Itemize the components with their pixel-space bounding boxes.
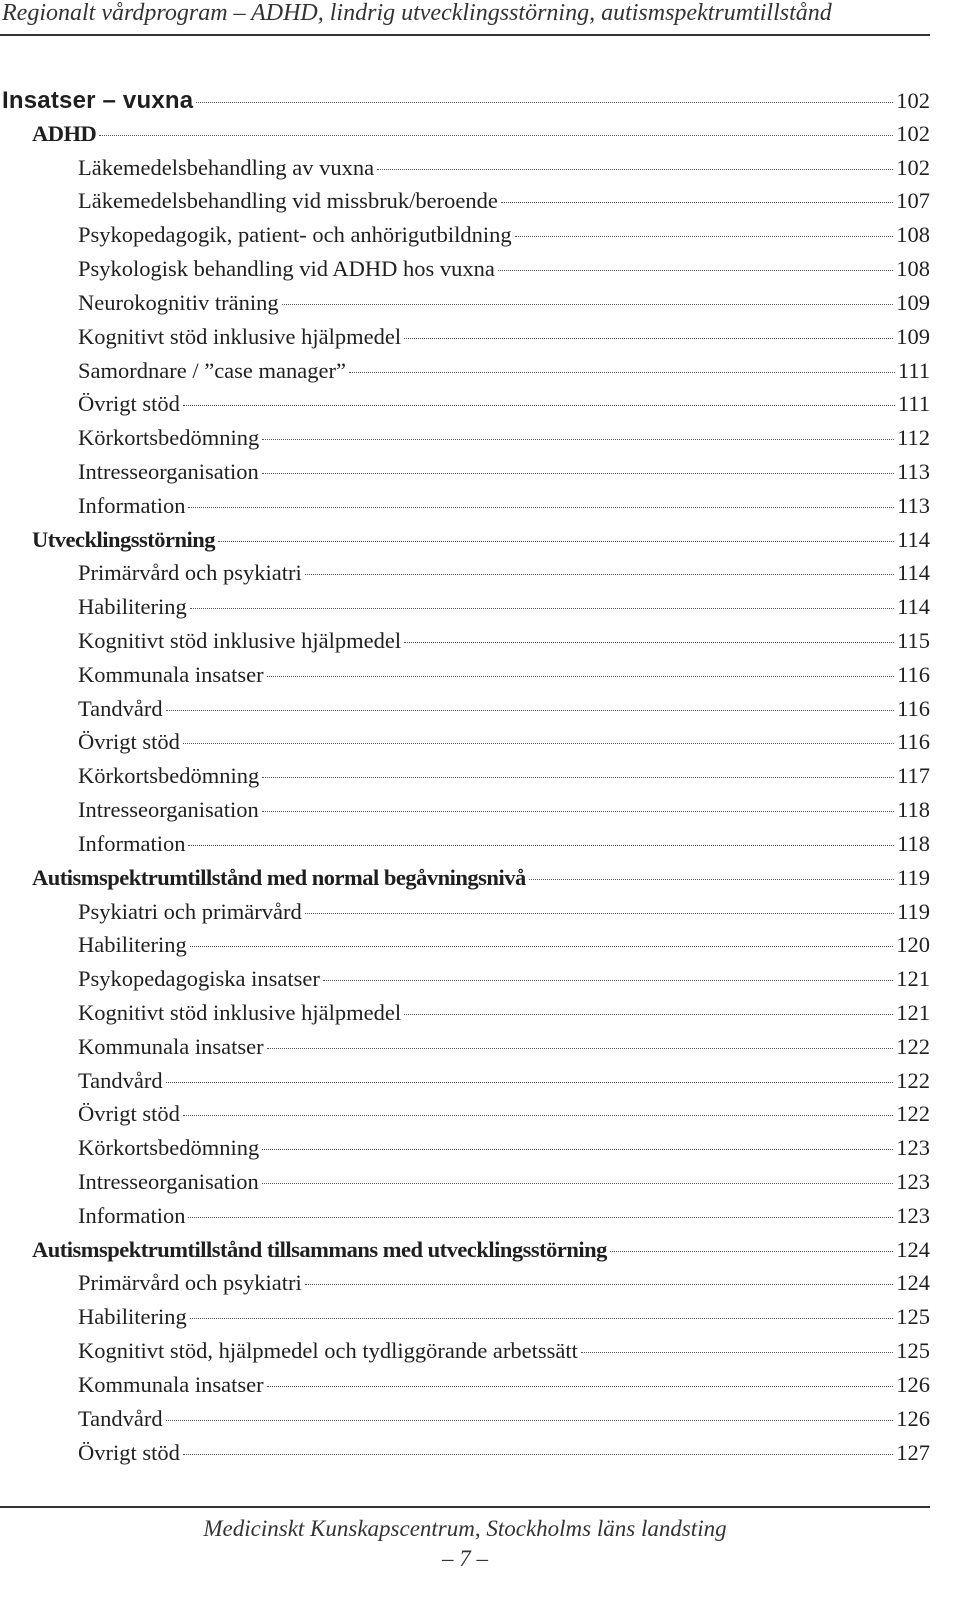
toc-entry-label: Primärvård och psykiatri <box>78 1270 302 1296</box>
toc-entry[interactable] <box>0 594 930 628</box>
toc-entry[interactable] <box>0 1169 930 1203</box>
toc-entry-label: Tandvård <box>78 695 163 721</box>
dot-leader <box>282 304 894 305</box>
dot-leader <box>349 372 895 373</box>
dot-leader <box>218 541 894 542</box>
toc-entry-label: Psykologisk behandling vid ADHD hos vuxna <box>78 256 495 282</box>
dot-leader <box>166 710 894 711</box>
toc-entry-label: Primärvård och psykiatri <box>78 560 302 586</box>
toc-entry[interactable] <box>0 1034 930 1068</box>
toc-entry-page-number: 121 <box>896 999 930 1025</box>
toc-entry-page-number: 122 <box>896 1033 930 1059</box>
toc-entry-label: Tandvård <box>78 1067 163 1093</box>
toc-entry[interactable] <box>0 899 930 933</box>
toc-entry-page-number: 126 <box>896 1405 930 1431</box>
toc-entry-page-number: 123 <box>896 1202 930 1228</box>
dot-leader <box>498 270 893 271</box>
toc-entry-page-number: 124 <box>896 1270 930 1296</box>
toc-entry-label: Samordnare / ”case manager” <box>78 357 346 383</box>
toc-entry-page-number: 113 <box>897 492 930 518</box>
toc-entry-page-number: 116 <box>897 695 930 721</box>
toc-entry-label: Läkemedelsbehandling av vuxna <box>78 154 375 180</box>
toc-entry[interactable] <box>0 358 930 392</box>
toc-entry-label: Utvecklingsstörning <box>32 526 216 552</box>
toc-entry-page-number: 116 <box>897 661 930 687</box>
toc-entry-label: Intresseorganisation <box>78 458 259 484</box>
toc-entry[interactable] <box>0 966 930 1000</box>
toc-entry-page-number: 111 <box>897 357 930 383</box>
toc-entry-page-number: 125 <box>896 1338 930 1364</box>
dot-leader <box>188 845 894 846</box>
toc-entry[interactable] <box>0 1372 930 1406</box>
toc-entry[interactable] <box>0 188 930 222</box>
toc-entry-label: Intresseorganisation <box>78 797 259 823</box>
dot-leader <box>610 1251 893 1252</box>
toc-entry[interactable] <box>0 222 930 256</box>
toc-entry-page-number: 102 <box>896 120 930 146</box>
dot-leader <box>262 777 894 778</box>
toc-entry[interactable] <box>0 1406 930 1440</box>
dot-leader <box>305 1284 894 1285</box>
toc-entry-page-number: 115 <box>897 628 930 653</box>
toc-entry[interactable] <box>0 662 930 696</box>
toc-entry-label: Tandvård <box>78 1405 163 1431</box>
dot-leader <box>404 1014 893 1015</box>
toc-entry-page-number: 107 <box>896 188 930 214</box>
toc-entry-page-number: 120 <box>896 932 930 958</box>
dot-leader <box>267 1386 894 1387</box>
toc-entry[interactable] <box>0 763 930 797</box>
toc-entry[interactable] <box>0 1304 930 1338</box>
toc-entry-label: Kognitivt stöd inklusive hjälpmedel <box>78 628 402 653</box>
dot-leader <box>501 202 893 203</box>
toc-entry-label: Habilitering <box>78 594 187 620</box>
toc-entry-page-number: 102 <box>896 154 930 180</box>
dot-leader <box>190 608 894 609</box>
toc-entry-label: Psykopedagogiska insatser <box>78 966 320 992</box>
toc-entry[interactable] <box>0 290 930 324</box>
dot-leader <box>262 439 894 440</box>
toc-entry-label: Läkemedelsbehandling vid missbruk/beroende <box>78 188 498 214</box>
toc-entry-label: Habilitering <box>78 1304 187 1330</box>
dot-leader <box>262 811 894 812</box>
toc-entry-page-number: 125 <box>896 1304 930 1330</box>
toc-entry[interactable] <box>0 1000 930 1034</box>
toc-entry-page-number: 102 <box>896 88 930 113</box>
toc-entry-page-number: 121 <box>896 966 930 992</box>
toc-entry-label: Kognitivt stöd inklusive hjälpmedel <box>78 323 402 349</box>
toc-entry[interactable] <box>0 527 930 561</box>
toc-entry-page-number: 114 <box>897 594 930 620</box>
toc-entry[interactable] <box>0 425 930 459</box>
toc-entry-page-number: 114 <box>897 560 930 586</box>
dot-leader <box>305 574 894 575</box>
toc-entry-label: ADHD <box>32 120 97 146</box>
dot-leader <box>196 102 893 103</box>
toc-entry-page-number: 116 <box>897 729 930 755</box>
toc-entry[interactable] <box>0 87 930 121</box>
toc-entry-label: Övrigt stöd <box>78 1439 180 1465</box>
toc-entry-label: Körkortsbedömning <box>78 1135 260 1161</box>
toc-entry-page-number: 123 <box>896 1135 930 1161</box>
footer-page-number: – 7 – <box>442 1546 488 1571</box>
toc-entry-label: Körkortsbedömning <box>78 425 260 451</box>
toc-entry-page-number: 112 <box>897 425 930 451</box>
dot-leader <box>404 338 893 339</box>
toc-entry-page-number: 127 <box>896 1439 930 1465</box>
dot-leader <box>262 1183 893 1184</box>
running-header <box>0 0 930 36</box>
toc-entry[interactable] <box>0 1440 930 1474</box>
toc-entry-label: Övrigt stöd <box>78 729 180 755</box>
toc-entry-label: Kognitivt stöd, hjälpmedel och tydliggörande arbetssätt <box>78 1338 578 1364</box>
toc-entry-label: Information <box>78 1202 186 1228</box>
toc-entry-page-number: 117 <box>897 763 930 789</box>
toc-entry-page-number: 122 <box>896 1101 930 1127</box>
toc-entry[interactable] <box>0 1237 930 1271</box>
dot-leader <box>377 169 893 170</box>
toc-entry[interactable] <box>0 121 930 155</box>
toc-entry-label: Information <box>78 492 186 518</box>
toc-entry-label: Kommunala insatser <box>78 1033 264 1059</box>
toc-entry-label: Kommunala insatser <box>78 661 264 687</box>
dot-leader <box>188 1217 893 1218</box>
dot-leader <box>166 1420 894 1421</box>
dot-leader <box>183 1115 893 1116</box>
toc-entry[interactable] <box>0 831 930 865</box>
dot-leader <box>183 743 894 744</box>
toc-entry-page-number: 108 <box>896 256 930 282</box>
toc-entry-label: Psykiatri och primärvård <box>78 898 302 924</box>
dot-leader <box>323 980 893 981</box>
dot-leader <box>166 1082 894 1083</box>
toc-entry-label: Körkortsbedömning <box>78 763 260 789</box>
toc-entry-page-number: 113 <box>897 458 930 484</box>
toc-entry-label: Kommunala insatser <box>78 1371 264 1397</box>
toc-entry-page-number: 119 <box>897 864 930 890</box>
toc-entry-page-number: 114 <box>897 526 930 552</box>
toc-entry-page-number: 111 <box>897 391 930 417</box>
toc-entry[interactable] <box>0 1068 930 1102</box>
toc-entry-label: Habilitering <box>78 932 187 958</box>
toc-entry-label: Insatser – vuxna <box>2 87 194 114</box>
toc-entry-label: Övrigt stöd <box>78 391 180 417</box>
toc-entry-page-number: 123 <box>896 1169 930 1194</box>
dot-leader <box>404 642 894 643</box>
toc-entry-label: Kognitivt stöd inklusive hjälpmedel <box>78 999 402 1025</box>
toc-entry-label: Intresseorganisation <box>78 1169 259 1194</box>
toc-entry[interactable] <box>0 696 930 730</box>
toc-entry-label: Autismspektrumtillstånd med normal begåvningsnivå <box>32 864 526 890</box>
toc-entry[interactable] <box>0 391 930 425</box>
dot-leader <box>190 1318 894 1319</box>
dot-leader <box>188 507 894 508</box>
toc-entry[interactable] <box>0 729 930 763</box>
toc-entry[interactable] <box>0 1203 930 1237</box>
dot-leader <box>262 473 894 474</box>
toc-entry-page-number: 109 <box>896 323 930 349</box>
toc-entry-page-number: 124 <box>896 1236 930 1262</box>
dot-leader <box>267 676 894 677</box>
dot-leader <box>99 135 893 136</box>
dot-leader <box>529 879 894 880</box>
toc-entry-label: Övrigt stöd <box>78 1101 180 1127</box>
toc-entry-page-number: 118 <box>897 797 930 823</box>
toc-entry[interactable] <box>0 324 930 358</box>
toc-entry-page-number: 126 <box>896 1371 930 1397</box>
toc-entry[interactable] <box>0 1338 930 1372</box>
toc-entry[interactable] <box>0 256 930 290</box>
toc-entry-label: Autismspektrumtillstånd tillsammans med utvecklingsstörning <box>32 1236 607 1262</box>
toc-entry-page-number: 109 <box>896 289 930 315</box>
toc-entry[interactable] <box>0 493 930 527</box>
toc-entry-page-number: 119 <box>897 898 930 924</box>
toc-entry[interactable] <box>0 865 930 899</box>
toc-entry[interactable] <box>0 628 930 662</box>
dot-leader <box>581 1352 893 1353</box>
footer-organization: Medicinskt Kunskapscentrum, Stockholms läns landsting <box>203 1516 727 1541</box>
toc-entry-page-number: 118 <box>897 830 930 856</box>
toc-entry-label: Neurokognitiv träning <box>78 289 279 315</box>
toc-entry[interactable] <box>0 932 930 966</box>
dot-leader <box>190 946 894 947</box>
toc-entry-page-number: 108 <box>896 222 930 248</box>
document-title: Regionalt vårdprogram – ADHD, lindrig utvecklingsstörning, autismspektrumtillstånd <box>2 0 832 26</box>
dot-leader <box>262 1149 893 1150</box>
toc-entry[interactable] <box>0 1135 930 1169</box>
dot-leader <box>183 405 895 406</box>
dot-leader <box>515 236 894 237</box>
toc-entry-label: Information <box>78 830 186 856</box>
table-of-contents <box>0 87 930 1473</box>
toc-entry[interactable] <box>0 560 930 594</box>
toc-entry[interactable] <box>0 797 930 831</box>
dot-leader <box>305 913 894 914</box>
toc-entry-label: Psykopedagogik, patient- och anhörigutbildning <box>78 222 512 248</box>
dot-leader <box>267 1048 894 1049</box>
toc-entry[interactable] <box>0 1101 930 1135</box>
toc-entry-page-number: 122 <box>896 1067 930 1093</box>
toc-entry[interactable] <box>0 1270 930 1304</box>
toc-entry[interactable] <box>0 459 930 493</box>
footer-divider <box>0 1506 930 1508</box>
dot-leader <box>183 1454 893 1455</box>
toc-entry[interactable] <box>0 155 930 189</box>
